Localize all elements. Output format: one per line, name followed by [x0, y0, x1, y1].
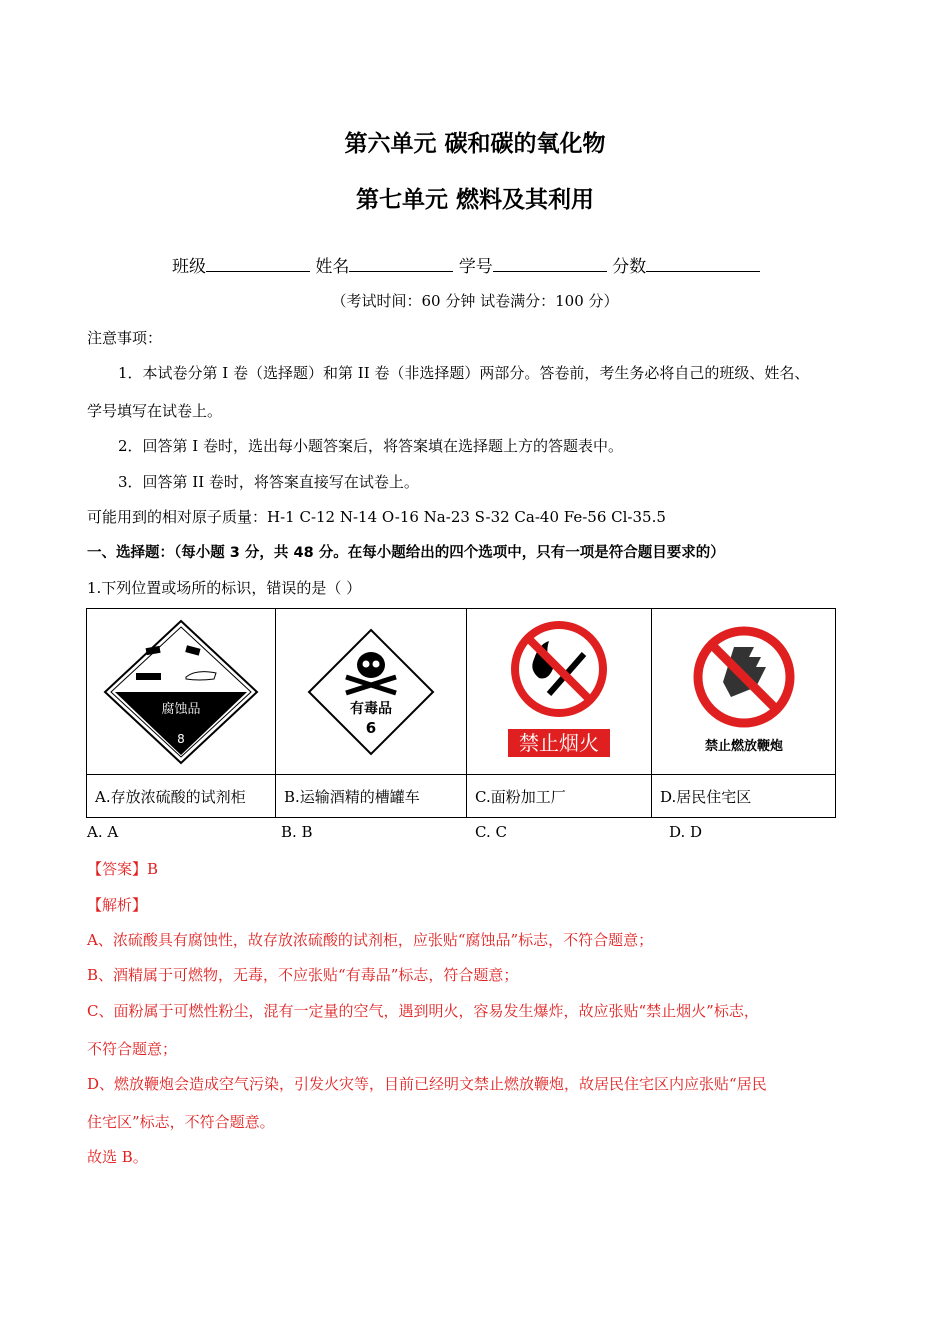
caption-b: B.运输酒精的槽罐车 — [276, 775, 467, 818]
option-d[interactable]: D. D — [669, 823, 703, 841]
student-info-line — [172, 252, 760, 277]
atomic-masses: 可能用到的相对原子质量：H-1 C-12 N-14 O-16 Na-23 S-32 Ca-40 Fe-56 Cl-35.5 — [87, 508, 666, 526]
sign-no-firecrackers-cell — [652, 609, 836, 775]
analysis-line: 住宅区”标志，不符合题意。 — [87, 1113, 275, 1131]
sign-no-fire-cell — [467, 609, 652, 775]
option-c[interactable]: C. C — [475, 823, 507, 841]
sign-toxic-cell — [276, 609, 467, 775]
score-label: 分数 — [612, 257, 647, 277]
analysis-line: C、面粉属于可燃性粉尘，混有一定量的空气，遇到明火，容易发生爆炸，故应张贴“禁止烟火”标志， — [87, 1002, 759, 1020]
corrosive-sign-icon — [101, 617, 261, 767]
notice-2: 2．回答第 I 卷时，选出每小题答案后，将答案填在选择题上方的答题表中。 — [118, 437, 624, 455]
analysis-heading: 【解析】 — [87, 896, 148, 914]
toxic-number: 6 — [365, 718, 377, 737]
no-firecrackers-label: 禁止燃放鞭炮 — [704, 738, 783, 754]
answer: 【答案】B — [87, 860, 159, 878]
caption-d: D.居民住宅区 — [652, 775, 836, 818]
name-label: 姓名 — [315, 257, 350, 277]
question-1: 1.下列位置或场所的标识，错误的是（ ） — [87, 579, 362, 597]
exam-info: （考试时间：60 分钟 试卷满分：100 分） — [331, 292, 619, 310]
class-blank[interactable] — [206, 255, 310, 272]
analysis-line: A、浓硫酸具有腐蚀性，故存放浓硫酸的试剂柜，应张贴“腐蚀品”标志，不符合题意； — [87, 931, 654, 949]
section-heading: 一、选择题：（每小题 3 分，共 48 分。在每小题给出的四个选项中，只有一项是符合题目要求的） — [87, 545, 725, 561]
no-fire-label: 禁止烟火 — [519, 731, 599, 755]
option-b[interactable]: B. B — [281, 823, 313, 841]
sign-corrosive-cell — [87, 609, 276, 775]
caption-a: A.存放浓硫酸的试剂柜 — [87, 775, 276, 818]
corrosive-label: 腐蚀品 — [161, 701, 201, 717]
id-blank[interactable] — [493, 255, 607, 272]
class-label: 班级 — [172, 257, 206, 277]
notice-3: 3．回答第 II 卷时，将答案直接写在试卷上。 — [118, 473, 419, 491]
title-unit-7: 第七单元 燃料及其利用 — [355, 187, 594, 213]
analysis-line: B、酒精属于可燃物，无毒，不应张贴“有毒品”标志，符合题意； — [87, 966, 519, 984]
analysis-line: 不符合题意； — [87, 1040, 178, 1058]
notice-1: 1．本试卷分第 I 卷（选择题）和第 II 卷（非选择题）两部分。答卷前，考生务必将自己的班级、姓名、 — [118, 364, 810, 382]
toxic-label: 有毒品 — [350, 700, 392, 717]
conclusion: 故选 B。 — [87, 1148, 148, 1166]
no-firecrackers-sign-icon — [684, 622, 804, 762]
toxic-sign-icon — [306, 627, 436, 757]
no-fire-sign-icon — [504, 619, 614, 764]
signs-table — [86, 608, 836, 818]
notice-heading: 注意事项： — [87, 329, 163, 347]
id-label: 学号 — [458, 257, 493, 277]
corrosive-number: 8 — [177, 731, 185, 746]
title-unit-6: 第六单元 碳和碳的氧化物 — [344, 131, 606, 157]
notice-1-cont: 学号填写在试卷上。 — [87, 402, 223, 420]
name-blank[interactable] — [349, 255, 453, 272]
option-a[interactable]: A. A — [87, 823, 119, 841]
analysis-line: D、燃放鞭炮会造成空气污染，引发火灾等，目前已经明文禁止燃放鞭炮，故居民住宅区内应张贴“居民 — [87, 1075, 767, 1093]
caption-c: C.面粉加工厂 — [467, 775, 652, 818]
score-blank[interactable] — [646, 255, 760, 272]
